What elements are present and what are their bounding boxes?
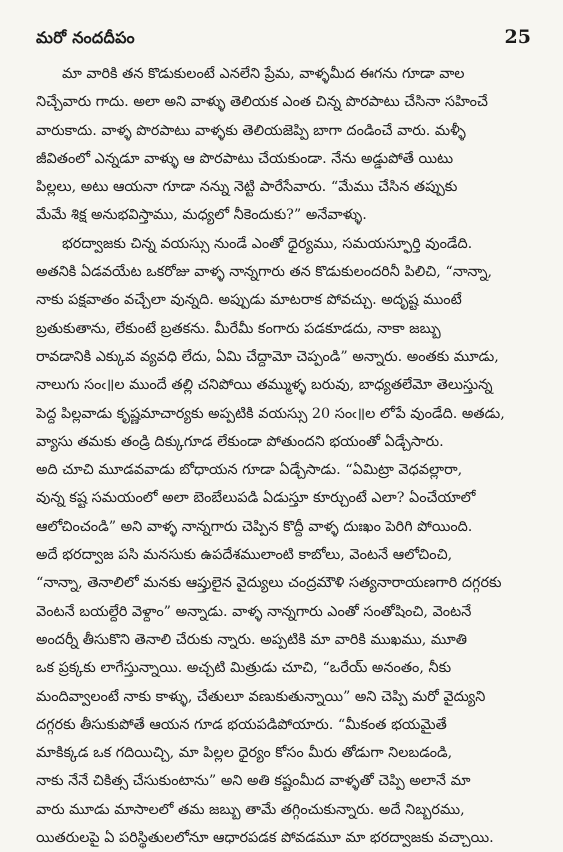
text-line: బ్రతుకుతాను, లేకుంటే బ్రతకను. మీరేమీ కంగారు పడకూడదు, నాకా జబ్బు xyxy=(36,320,441,337)
text-line: దగ్గరకు తీసుకుపోతే ఆయన గూడ భయపడిపోయారు. “మీకంత భయమైతే xyxy=(36,716,447,733)
text-line: మందివ్వాలంటే నాకు కాళ్ళు, చేతులూ వణుకుతున్నాయి” అని చెప్పి మరో వైద్యుని xyxy=(36,688,486,705)
body-text xyxy=(36,60,532,852)
text-line: వున్న కష్ట సమయంలో అలా బెంబేలుపడి ఏడుస్తూ కూర్చుంటే ఎలా? ఏంచేయాలో xyxy=(36,490,476,507)
text-line: అది చూచి మూడవవాడు బోధాయన గూడా ఏడ్చేసాడు. “ఏమిట్రా వెధవల్లారా, xyxy=(36,462,463,479)
text-line: పిల్లలు, అటు ఆయనా గూడా నన్ను నెట్టి పారేసేవారు. “మేము చేసిన తప్పుకు xyxy=(36,179,458,196)
running-header xyxy=(36,26,531,54)
text-line: వ్యాసు తమకు తండ్రి దిక్కుగూడ లేకుండా పోతుందని భయంతో ఏడ్చేసారు. xyxy=(36,433,444,450)
text-line: వారు మూడు మాసాలలో తమ జబ్బు తామే తగ్గించుకున్నారు. అదే నిబ్బరము, xyxy=(36,801,465,818)
text-line: వారుకాదు. వాళ్ళ పొరపాటు వాళ్ళకు తెలియజెప్పి బాగా దండించే వారు. మళ్ళీ xyxy=(36,122,466,139)
text-line: అతనికి ఏడవయేట ఒకరోజు వాళ్ళ నాన్నగారు తన కొడుకులందరినీ పిలిచి, “నాన్నా, xyxy=(36,264,493,281)
text-line: ఒక ప్రక్కకు లాగేస్తున్నాయి. అచ్చటి మిత్రుడు చూచి, “ఒరేయ్ అనంతం, నీకు xyxy=(36,660,452,677)
text-line: మా వారికి తన కొడుకులంటే ఎనలేని ప్రేమ, వాళ్ళమీద ఈగను గూడా వాల xyxy=(62,66,465,82)
text-line: మేమే శిక్ష అనుభవిస్తాము, మధ్యలో నీకెందుకు?” అనేవాళ్ళు. xyxy=(36,207,367,224)
text-line: యితరులపై ఏ పరిస్థితులలోనూ ఆధారపడక పోవడమూ మా భరద్వాజకు వచ్చాయి. xyxy=(36,830,494,847)
text-line: మాకిక్కడ ఒక గదియిచ్చి, మా పిల్లల ధైర్యం కోసం మీరు తోడుగా నిలబడండి, xyxy=(36,745,453,762)
text-line: రావడానికి ఎక్కువ వ్యవధి లేదు, ఏమి చేద్దామో చెప్పండి” అన్నారు. అంతకు మూడు, xyxy=(36,348,499,365)
text-line: జీవితంలో ఎన్నడూ వాళ్ళు ఆ పొరపాటు చేయకుండా. నేను అడ్డుపోతే యిటు xyxy=(36,150,454,167)
text-line: వెంటనే బయల్దేరి వెళ్దాం” అన్నాడు. వాళ్ళ నాన్నగారు ఎంతో సంతోషించి, వెంటనే xyxy=(36,603,472,620)
text-line: ఆలోచించండి” అని వాళ్ళ నాన్నగారు చెప్పిన కొద్దీ వాళ్ళ దుఃఖం పెరిగి పోయింది. xyxy=(36,518,473,535)
text-line: నాకు పక్షవాతం వచ్చేలా వున్నది. అప్పుడు మాటరాక పోవచ్చు. అదృష్ట ముంటే xyxy=(36,292,462,309)
text-line: నాకు నేనే చికిత్స చేసుకుంటాను” అని అతి కష్టంమీద వాళ్ళతో చెప్పి అలానే మా xyxy=(36,773,471,790)
text-line: నిచ్చేవారు గాదు. అలా అని వాళ్ళు తెలియక ఎంత చిన్న పొరపాటు చేసినా సహించే xyxy=(36,94,488,111)
text-line: నాలుగు సంఁ॥ల ముందే తల్లి చనిపోయి తమ్ముళ్ళ బరువు, బాధ్యతలేమో తెలుస్తున్న xyxy=(36,377,493,394)
text-line: అందర్నీ తీసుకొని తెనాలి చేరుకు న్నారు. అప్పటికి మా వారికి ముఖము, మూతి xyxy=(36,631,467,648)
text-line: అదే భరద్వాజ పసి మనసుకు ఉపదేశములాంటి కాబోలు, వెంటనే ఆలోచించి, xyxy=(36,547,453,564)
text-line: పెద్ద పిల్లవాడు కృష్ణమాచార్యకు అప్పటికి వయస్సు 20 సంఁ॥ల లోపే వుండేది. అతడు, xyxy=(36,405,505,422)
text-line: భరద్వాజకు చిన్న వయస్సు నుండే ఎంతో ధైర్యము, సమయస్ఫూర్తి వుండేది. xyxy=(62,235,473,252)
text-line: “నాన్నా, తెనాలిలో మనకు ఆప్తులైన వైద్యులు చంద్రమౌళి సత్యనారాయణగారి దగ్గరకు xyxy=(36,575,502,592)
page-number: 25 xyxy=(504,26,531,48)
book-title: మరో నందదీపం xyxy=(36,28,135,47)
